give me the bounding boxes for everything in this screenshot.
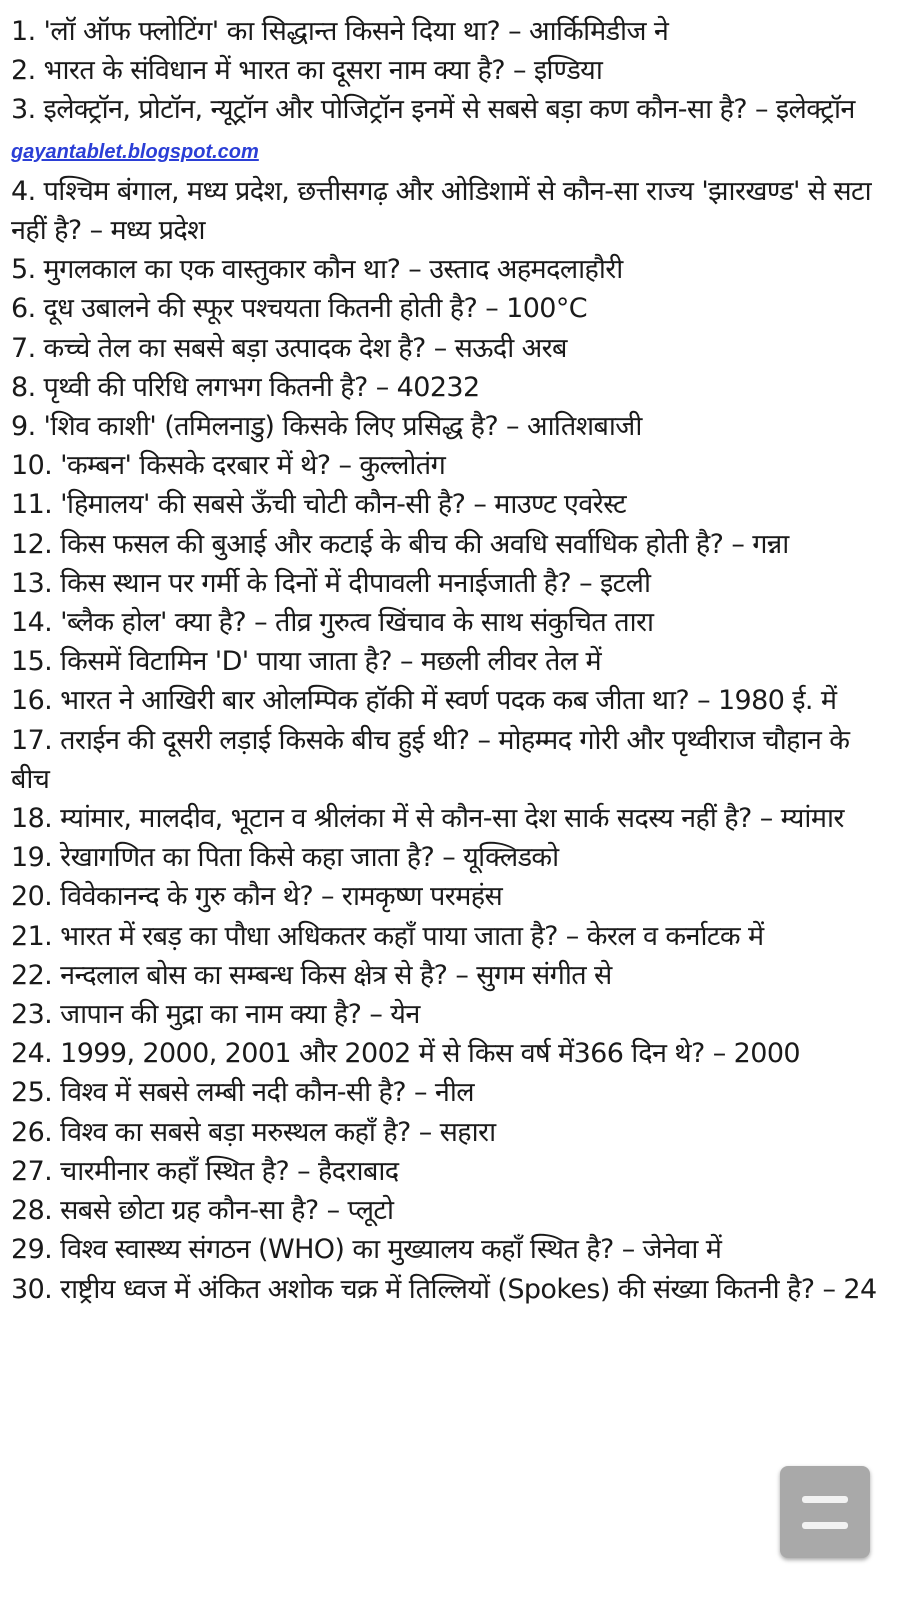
answer-dash: – <box>442 842 456 874</box>
item-answer: गन्ना <box>752 528 789 560</box>
item-number: 6. <box>11 293 36 325</box>
answer-dash: – <box>759 803 773 835</box>
quiz-item <box>11 1073 891 1112</box>
item-question: किसमें विटामिन 'D' पाया जाता है? <box>60 646 392 678</box>
item-question: 'लॉ ऑफ फ्लोटिंग' का सिद्धान्त किसने दिया था? <box>43 16 501 47</box>
item-question: जापान की मुद्रा का नाम क्या है? <box>60 999 362 1031</box>
item-answer: सऊदी अरब <box>454 332 567 364</box>
item-number: 15. <box>11 646 53 678</box>
quiz-item <box>11 368 891 407</box>
answer-dash: – <box>731 528 745 560</box>
item-question: विवेकानन्द के गुरु कौन थे? <box>60 881 314 913</box>
item-question: कच्चे तेल का सबसे बड़ा उत्पादक देश है? <box>43 332 426 364</box>
item-number: 16. <box>11 685 53 717</box>
item-number: 11. <box>11 489 53 521</box>
item-question: भारत में रबड़ का पौधा अधिकतर कहाँ पाया जाता है? <box>60 920 558 952</box>
quiz-item <box>11 329 891 368</box>
item-answer: आतिशबाजी <box>526 411 642 443</box>
item-answer: 1980 ई. में <box>717 685 837 717</box>
quiz-item <box>11 525 891 564</box>
item-number: 28. <box>11 1195 53 1227</box>
item-question: म्यांमार, मालदीव, भूटान व श्रीलंका में से कौन-सा देश सार्क सदस्य नहीं है? <box>60 803 752 835</box>
item-answer: तीव्र गुरुत्व खिंचाव के साथ संकुचित तारा <box>275 607 654 639</box>
item-answer: कुल्लोतंग <box>359 450 446 482</box>
answer-dash: – <box>455 959 469 991</box>
item-answer: प्लूटो <box>347 1195 394 1227</box>
answer-dash: – <box>89 215 103 247</box>
menu-button[interactable] <box>780 1466 870 1558</box>
item-answer: म्यांमार <box>780 803 844 835</box>
item-answer: मछली लीवर तेल में <box>420 646 601 678</box>
quiz-item <box>11 1191 891 1230</box>
answer-dash: – <box>621 1234 635 1266</box>
item-number: 13. <box>11 567 53 599</box>
blog-link[interactable]: gayantablet.blogspot.com <box>11 140 259 163</box>
quiz-item <box>11 51 891 90</box>
item-number: 20. <box>11 881 53 913</box>
answer-dash: – <box>477 724 491 756</box>
item-number: 10. <box>11 450 53 482</box>
quiz-item <box>11 1113 891 1152</box>
hamburger-icon-bar <box>802 1522 848 1529</box>
answer-dash: – <box>297 1155 311 1187</box>
item-answer: सुगम संगीत से <box>476 959 612 991</box>
item-answer: रामकृष्ण परमहंस <box>341 881 503 913</box>
item-number: 8. <box>11 371 36 403</box>
item-question: विश्व का सबसे बड़ा मरुस्थल कहाँ है? <box>60 1116 411 1148</box>
item-number: 12. <box>11 528 53 560</box>
quiz-item <box>11 799 891 838</box>
item-answer: 2000 <box>733 1038 800 1070</box>
answer-dash: – <box>506 411 519 443</box>
item-question: 'कम्बन' किसके दरबार में थे? <box>60 450 331 482</box>
item-number: 27. <box>11 1155 53 1187</box>
quiz-list <box>11 12 891 1309</box>
answer-dash: – <box>369 999 383 1031</box>
quiz-item <box>11 877 891 916</box>
answer-dash: – <box>822 1273 836 1305</box>
answer-dash: – <box>375 371 389 403</box>
answer-dash: – <box>485 293 499 325</box>
item-question: विश्व में सबसे लम्बी नदी कौन-सी है? <box>60 1077 406 1109</box>
item-question: तराईन की दूसरी लड़ाई किसके बीच हुई थी? <box>60 724 470 756</box>
item-question: इलेक्ट्रॉन, प्रोटॉन, न्यूट्रॉन और पोजिट्रॉन इनमें से सबसे बड़ा कण कौन-सा है? <box>43 94 747 126</box>
item-question: 'शिव काशी' (तमिलनाडु) किसके लिए प्रसिद्ध है? <box>43 411 499 443</box>
item-answer: हैदराबाद <box>318 1155 399 1187</box>
quiz-item <box>11 721 891 799</box>
item-question: पश्चिम बंगाल, मध्य प्रदेश, छत्तीसगढ़ और ओडिशामें से कौन-सा राज्य 'झारखण्ड' से सटा नहीं है? <box>11 175 872 247</box>
quiz-item <box>11 1230 891 1269</box>
answer-dash: – <box>512 55 526 87</box>
item-number: 1. <box>11 16 36 47</box>
item-answer: 24 <box>843 1273 877 1305</box>
item-answer: केरल व कर्नाटक में <box>586 920 764 952</box>
item-question: विश्व स्वास्थ्य संगठन (WHO) का मुख्यालय कहाँ स्थित है? <box>60 1234 614 1266</box>
quiz-item <box>11 603 891 642</box>
item-number: 22. <box>11 959 53 991</box>
answer-dash: – <box>473 489 487 521</box>
quiz-item <box>11 956 891 995</box>
item-number: 30. <box>11 1273 53 1305</box>
item-answer: इलेक्ट्रॉन <box>775 94 855 126</box>
item-question: रेखागणित का पिता किसे कहा जाता है? <box>60 842 435 874</box>
item-number: 29. <box>11 1234 53 1266</box>
item-number: 4. <box>11 175 36 207</box>
answer-dash: – <box>754 94 768 126</box>
answer-dash: – <box>418 1116 432 1148</box>
answer-dash: – <box>712 1038 726 1070</box>
quiz-item <box>11 485 891 524</box>
answer-dash: – <box>321 881 334 913</box>
quiz-item <box>11 838 891 877</box>
answer-dash: – <box>697 685 710 717</box>
item-number: 19. <box>11 842 53 874</box>
item-number: 21. <box>11 920 53 952</box>
item-number: 23. <box>11 999 53 1031</box>
quiz-item <box>11 250 891 289</box>
item-answer: 40232 <box>396 371 480 403</box>
item-number: 5. <box>11 254 36 286</box>
item-question: चारमीनार कहाँ स्थित है? <box>60 1155 290 1187</box>
item-answer: मध्य प्रदेश <box>110 215 205 247</box>
answer-dash: – <box>433 332 447 364</box>
item-number: 24. <box>11 1038 53 1070</box>
item-number: 9. <box>11 411 36 443</box>
item-number: 25. <box>11 1077 53 1109</box>
answer-dash: – <box>338 450 352 482</box>
item-answer: जेनेवा में <box>642 1234 722 1266</box>
item-question: राष्ट्रीय ध्वज में अंकित अशोक चक्र में तिल्लियों (Spokes) की संख्या कितनी है? <box>60 1273 815 1305</box>
item-number: 26. <box>11 1116 53 1148</box>
answer-dash: – <box>579 567 592 599</box>
quiz-item <box>11 564 891 603</box>
quiz-item <box>11 1270 891 1309</box>
quiz-item <box>11 289 891 328</box>
item-number: 18. <box>11 803 53 835</box>
item-question: नन्दलाल बोस का सम्बन्ध किस क्षेत्र से है? <box>60 959 448 991</box>
item-answer: इण्डिया <box>533 55 603 87</box>
quiz-item <box>11 642 891 681</box>
item-question: किस फसल की बुआई और कटाई के बीच की अवधि सर्वाधिक होती है? <box>60 528 724 560</box>
item-question: दूध उबालने की स्फूर पश्चयता कितनी होती है? <box>43 293 478 325</box>
item-answer: येन <box>390 999 420 1031</box>
item-question: 1999, 2000, 2001 और 2002 में से किस वर्ष में366 दिन थे? <box>60 1038 705 1070</box>
answer-dash: – <box>326 1195 340 1227</box>
quiz-item <box>11 90 891 171</box>
answer-dash: – <box>408 254 422 286</box>
item-number: 2. <box>11 55 36 87</box>
item-answer: 100°C <box>506 293 587 325</box>
item-answer: नील <box>434 1077 474 1109</box>
item-number: 3. <box>11 94 36 126</box>
item-question: किस स्थान पर गर्मी के दिनों में दीपावली मनाईजाती है? <box>60 567 572 599</box>
answer-dash: – <box>399 646 413 678</box>
item-answer: सहारा <box>439 1116 496 1148</box>
item-answer: यूक्लिडको <box>463 842 559 874</box>
hamburger-icon <box>802 1496 848 1503</box>
item-question: भारत के संविधान में भारत का दूसरा नाम क्या है? <box>43 55 505 87</box>
answer-dash: – <box>508 16 521 47</box>
item-answer: उस्ताद अहमदलाहौरी <box>429 254 623 286</box>
item-question: भारत ने आखिरी बार ओलम्पिक हॉकी में स्वर्ण पदक कब जीता था? <box>60 685 690 717</box>
item-question: 'ब्लैक होल' क्या है? <box>60 607 247 639</box>
quiz-item <box>11 681 891 720</box>
answer-dash: – <box>254 607 268 639</box>
item-question: सबसे छोटा ग्रह कौन-सा है? <box>60 1195 319 1227</box>
quiz-item <box>11 995 891 1034</box>
quiz-item <box>11 1152 891 1191</box>
item-answer: आर्किमिडीज ने <box>528 16 669 47</box>
quiz-item <box>11 917 891 956</box>
answer-dash: – <box>565 920 579 952</box>
item-question: पृथ्वी की परिधि लगभग कितनी है? <box>43 371 368 403</box>
item-answer: माउण्ट एवरेस्ट <box>494 489 627 521</box>
item-question: मुगलकाल का एक वास्तुकार कौन था? <box>43 254 401 286</box>
item-answer: मोहम्मद गोरी और पृथ्वीराज चौहान के बीच <box>11 724 850 795</box>
quiz-item <box>11 446 891 485</box>
quiz-item <box>11 1034 891 1073</box>
item-number: 7. <box>11 332 36 364</box>
item-question: 'हिमालय' की सबसे ऊँची चोटी कौन-सी है? <box>60 489 466 521</box>
item-answer: इटली <box>599 567 651 599</box>
quiz-item <box>11 407 891 446</box>
quiz-item <box>11 12 891 51</box>
item-number: 14. <box>11 607 53 639</box>
item-number: 17. <box>11 724 53 756</box>
quiz-item <box>11 172 891 250</box>
answer-dash: – <box>413 1077 427 1109</box>
